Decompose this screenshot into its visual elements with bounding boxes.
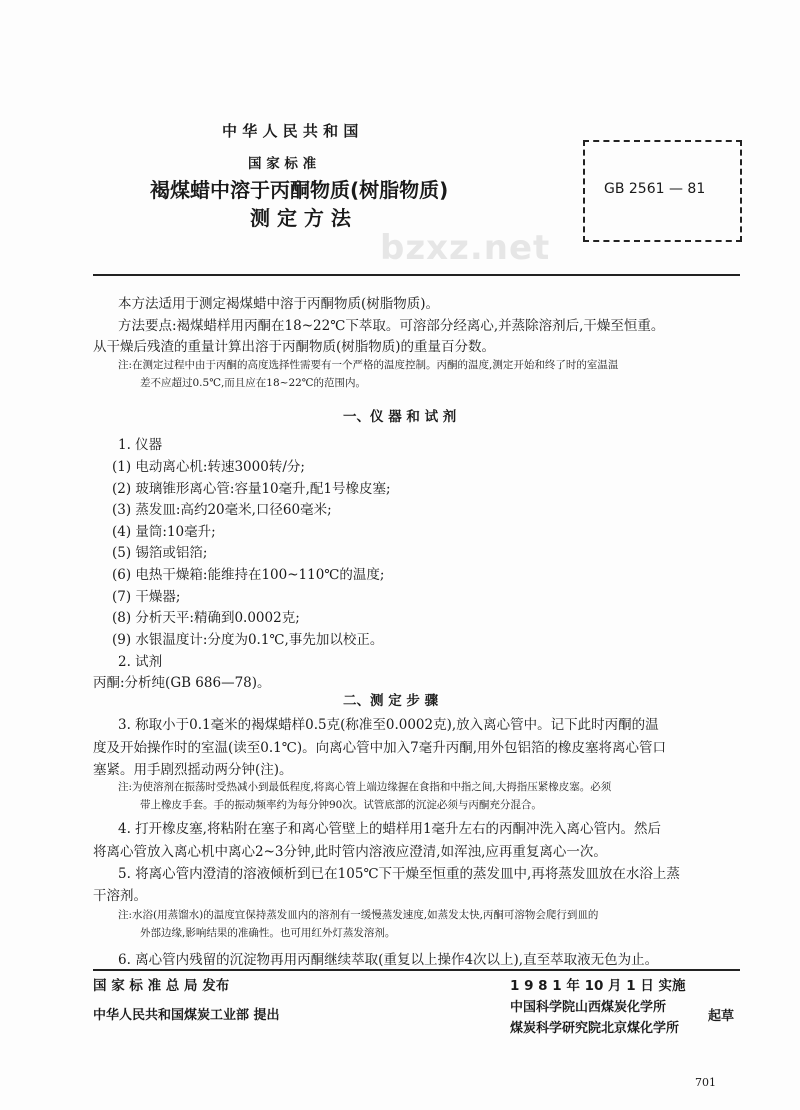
section-heading: 一、仪 器 和 试 剂	[343, 409, 457, 425]
drafter-org-1: 中国科学院山西煤炭化学所	[510, 1000, 667, 1015]
issuer: 国 家 标 准 总 局 发布	[93, 978, 230, 994]
procedure-step: 6. 离心管内残留的沉淀物再用丙酮继续萃取(重复以上操作4次以上),直至萃取液无色为止。	[118, 952, 659, 968]
reagent-item: 丙酮:分析纯(GB 686—78)。	[93, 675, 271, 691]
drafted-label: 起草	[708, 1009, 735, 1024]
method-summary: 方法要点:褐煤蜡样用丙酮在18~22℃下萃取。可溶部分经离心,并蒸除溶剂后,干燥至恒重。	[118, 318, 665, 334]
procedure-step: 将离心管放入离心机中离心2~3分钟,此时管内溶液应澄清,如浑浊,应再重复离心一次。	[93, 844, 607, 860]
watermark: bzxz.net	[380, 228, 551, 268]
procedure-step: 度及开始操作时的室温(读至0.1℃)。向离心管中加入7毫升丙酮,用外包铝箔的橡皮塞将离心管口	[93, 740, 666, 756]
subsection-heading: 2. 试剂	[118, 654, 163, 670]
procedure-step: 塞紧。用手剧烈摇动两分钟(注)。	[93, 762, 293, 778]
drafter-org-2: 煤炭科学研究院北京煤化学所	[510, 1021, 680, 1036]
note: 外部边缘,影响结果的准确性。也可用红外灯蒸发溶剂。	[140, 927, 396, 939]
list-item: (8) 分析天平:精确到0.0002克;	[112, 610, 300, 627]
list-item: (3) 蒸发皿:高约20毫米,口径60毫米;	[112, 502, 332, 519]
procedure-step: 4. 打开橡皮塞,将粘附在塞子和离心管壁上的蜡样用1毫升左右的丙酮冲洗入离心管内。然后	[118, 821, 662, 837]
procedure-step: 干溶剂。	[93, 888, 147, 904]
page-number: 701	[695, 1076, 716, 1089]
list-item: (2) 玻璃锥形离心管:容量10毫升,配1号橡皮塞;	[112, 480, 391, 497]
list-item: (7) 干燥器;	[112, 588, 181, 605]
procedure-step: 5. 将离心管内澄清的溶液倾析到已在105℃下干燥至恒重的蒸发皿中,再将蒸发皿放在水浴上蒸	[118, 866, 680, 882]
proposer: 中华人民共和国煤炭工业部 提出	[93, 1008, 280, 1023]
note: 带上橡皮手套。手的振动频率约为每分钟90次。试管底部的沉淀必须与丙酮充分混合。	[140, 799, 542, 811]
document-title: 褐煤蜡中溶于丙酮物质(树脂物质)	[150, 178, 449, 202]
list-item: (6) 电热干燥箱:能维持在100~110℃的温度;	[112, 567, 385, 583]
list-item: (9) 水银温度计:分度为0.1℃,事先加以校正。	[112, 631, 384, 648]
procedure-step: 3. 称取小于0.1毫米的褐煤蜡样0.5克(称准至0.0002克),放入离心管中。记下此时丙酮的温	[118, 717, 659, 733]
section-heading: 二、测 定 步 骤	[343, 693, 439, 709]
note: 注:为使溶剂在振荡时受热减小到最低程度,将离心管上端边缘握在食指和中指之间,大拇指压紧橡皮塞。必须	[118, 781, 612, 793]
note: 注:在测定过程中由于丙酮的高度选择性需要有一个严格的温度控制。丙酮的温度,测定开始和终了时的室温温	[118, 359, 619, 371]
intro-paragraph: 本方法适用于测定褐煤蜡中溶于丙酮物质(树脂物质)。	[118, 296, 440, 312]
standard-type: 国 家 标 准	[248, 156, 317, 172]
footer-rule	[93, 969, 740, 971]
list-item: (5) 锡箔或铝箔;	[112, 545, 208, 562]
implementation-date: 1 9 8 1 年 10 月 1 日 实施	[510, 978, 686, 994]
note: 注:水浴(用蒸馏水)的温度宜保持蒸发皿内的溶剂有一缓慢蒸发速度,如蒸发太快,丙酮可溶物会爬行到皿的	[118, 909, 599, 921]
list-item: (4) 量筒:10毫升;	[112, 523, 216, 540]
country-name: 中 华 人 民 共 和 国	[222, 122, 359, 140]
method-summary-cont: 从干燥后残渣的重量计算出溶于丙酮物质(树脂物质)的重量百分数。	[93, 339, 496, 355]
document-title-line2: 测 定 方 法	[250, 206, 351, 230]
standard-code: GB 2561 — 81	[604, 181, 706, 197]
header-rule	[93, 274, 740, 276]
subsection-heading: 1. 仪器	[118, 437, 163, 453]
list-item: (1) 电动离心机:转速3000转/分;	[112, 459, 305, 475]
note-cont: 差不应超过0.5℃,而且应在18~22℃的范围内。	[140, 377, 367, 389]
